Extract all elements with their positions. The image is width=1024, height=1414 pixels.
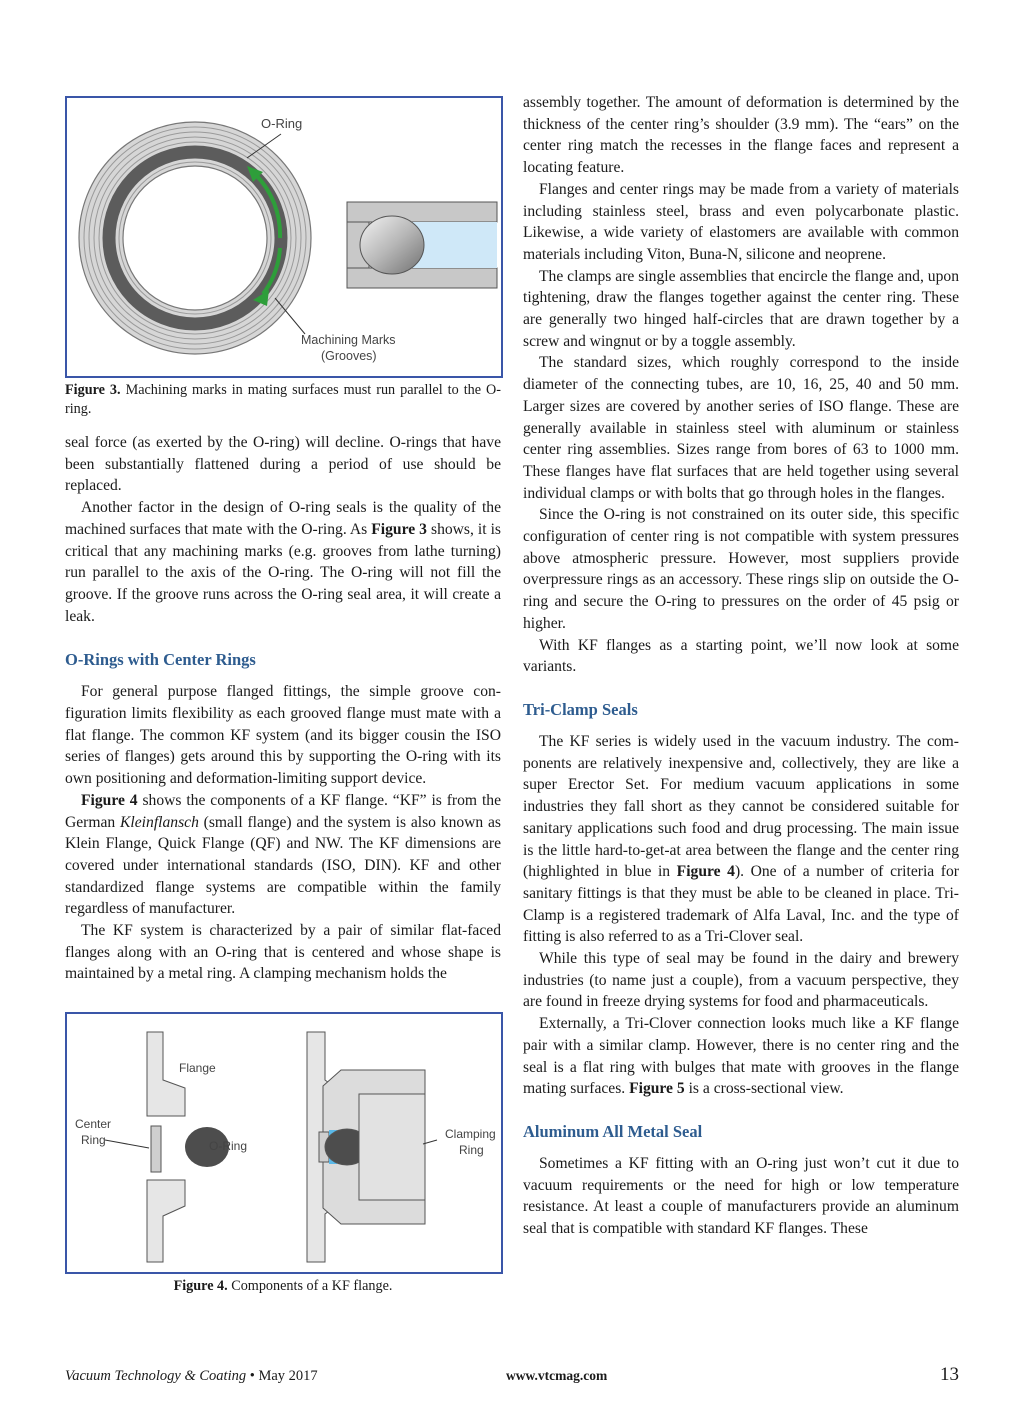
label-o-ring: O-Ring (209, 1139, 248, 1154)
paragraph: With KF flanges as a starting point, we’ll now look at some variants. (523, 636, 959, 676)
center-ring-leader (105, 1140, 149, 1148)
figure-reference: Figure 4 (81, 791, 138, 809)
figure-reference: Figure 3 (371, 520, 427, 538)
figure-reference: Figure 5 (629, 1080, 685, 1098)
page-footer (65, 1366, 959, 1388)
label-ring: Ring (81, 1133, 106, 1148)
section-heading: Aluminum All Metal Seal (523, 1121, 703, 1141)
figure-reference: Figure 4 (676, 863, 735, 881)
emphasis-term: Kleinflansch (120, 813, 199, 831)
grooved-flange-rings (79, 122, 311, 354)
footer-magazine: Vacuum Technology & Coating • May 2017 (65, 1368, 318, 1384)
cross-section-detail (347, 202, 497, 288)
caption-figure-number: Figure 3. (65, 382, 121, 398)
assembled-flange (307, 1032, 425, 1262)
paragraph: Since the O-ring is not constrained on its outer side, this specific configuration of center ring is not compatible with system pressures above atmospheric pressure. However, most suppliers provide overpressure rings as an accessory. These rings slip on outside the O-ring and secure the O-ring to pressures on the order of 45 psig or higher. (523, 506, 959, 632)
flange-bore (123, 166, 267, 310)
caption-figure-number: Figure 4. (173, 1278, 228, 1295)
o-ring-cross-section (360, 216, 424, 274)
paragraph: For general purpose flanged fittings, the simple groove configuration limits flexibility as each grooved flange must mate with a flat flange. The common KF system (and its bigger cousin the ISO series of flanges) gets around this by supporting the O-ring with its own positioning and deformation-limiting support device. (65, 683, 501, 788)
paragraph: assembly together. The amount of deformation is determined by the thickness of the center ring’s shoulder (3.9 mm). The “ears” on the center ring match the recesses in the flange faces and represent a locating feature. (523, 94, 959, 177)
figure-3-drawing (67, 98, 501, 376)
figure-4-caption (65, 1277, 501, 1296)
section-heading: Tri-Clamp Seals (523, 699, 638, 719)
label-clamping-ring: Ring (459, 1143, 484, 1158)
page-number: 13 (940, 1364, 959, 1385)
paragraph: Figure 4 shows the components of a KF flange. “KF” is from the German Kleinflansch (small flange) and the system is also known as Klein Flange, Quick Flange (QF) and NW. The KF dimensions are covered under international standards (ISO, DIN). KF and other standardized flange systems are compatible within the family regardless of manufacturer. (65, 791, 502, 918)
footer-date: May 2017 (258, 1368, 318, 1384)
label-flange: Flange (179, 1061, 216, 1076)
paragraph: Externally, a Tri-Clover connection looks much like a KF flange pair with a similar clamp. However, there is no center ring and the seal is a flat ring with bulges that mate with grooves in the flange mating surfaces. Figure 5 is a cross-sectional view. (523, 1015, 959, 1098)
paragraph: The clamps are single assemblies that encircle the flange and, upon tightening, draw the flanges together against the center ring. These are generally two hinged half-circles that are drawn together by a screw and wingnut or by a toggle assembly. (523, 267, 959, 350)
paragraph: Sometimes a KF fitting with an O-ring just won’t cut it due to vacuum requirements or the need for high or low temperature resistance. At least a couple of manufacturers provide an aluminum seal that is compatible with standard KF flanges. These (523, 1154, 959, 1238)
paragraph: The standard sizes, which roughly correspond to the inside diameter of the connecting tubes, are 10, 16, 25, 40 and 50 mm. Larger sizes are covered by another series of ISO flange. These are generally available in stainless steel with aluminum or stainless center ring assemblies. Sizes range from bores of 63 to 1000 mm. These flanges have flat surfaces that are held together using several individual clamps or with bolts that go through holes in the flanges. (523, 354, 959, 502)
caption-text: Components of a KF flange. (227, 1278, 393, 1295)
figure-4-drawing (67, 1014, 501, 1272)
paragraph: Another factor in the design of O-ring seals is the quality of the machined surfaces that mate with the O-ring. As Figure 3 shows, it is critical that any machining marks (e.g. grooves from lathe turning) run parallel to the axis of the O-ring. The O-ring will not fill the groove. If the groove runs across the O-ring seal area, it will create a leak. (65, 499, 501, 625)
footer-bullet: • (249, 1368, 255, 1384)
paragraph: While this type of seal may be found in the dairy and brewery industries (to name just a couple), from a vacuum perspective, they are found in freeze drying systems for food and pharmaceuticals. (523, 950, 959, 1011)
footer-url: www.vtcmag.com (506, 1368, 608, 1383)
figure-4 (65, 1012, 503, 1274)
label-clamping: Clamping (445, 1127, 496, 1142)
paragraph: seal force (as exerted by the O-ring) will decline. O-rings that have been substantially flattened during a period of use should be replaced. (65, 434, 501, 495)
figure-3 (65, 96, 503, 378)
section-heading: O-Rings with Center Rings (65, 650, 256, 670)
label-center: Center (75, 1117, 112, 1132)
right-column (523, 92, 959, 1240)
label-o-ring: O-Ring (261, 116, 303, 131)
figure-3-caption (65, 381, 501, 419)
paragraph: The KF series is widely used in the vacuum industry. The components are relatively inexpensive and, collectively, they are like a super Erector Set. For medium vacuum applications in some industries they fall short as they cannot be considered suitable for sanitary applications such food and drug processing. The main issue is the little hard-to-get-at area between the flange and the center ring (highlighted in blue in Figure 4). One of a number of criteria for sanitary fittings is that they must be able to be cleaned in place. Tri-Clamp is a registered trademark of Alfa Laval, Inc. and the type of fitting is also referred to as a Tri-Clover seal. (523, 732, 959, 946)
label-machining-marks: Machining Marks (301, 333, 396, 347)
paragraph: The KF system is characterized by a pair of similar flat-faced flanges along with an O-ring that is centered and whose shape is maintained by a metal ring. A clamping mechanism holds the (65, 922, 501, 983)
label-grooves: (Grooves) (321, 349, 377, 363)
caption-text: Machining marks in mating surfaces must run parallel to the O-ring. (65, 382, 501, 417)
left-column (65, 92, 501, 1296)
paragraph: Flanges and center rings may be made from a variety of materials including stainless steel, brass and even polycarbonate plastic. Likewise, a wide variety of elastomers are available with common materials including Viton, Buna-N, silicone and neoprene. (523, 180, 959, 263)
